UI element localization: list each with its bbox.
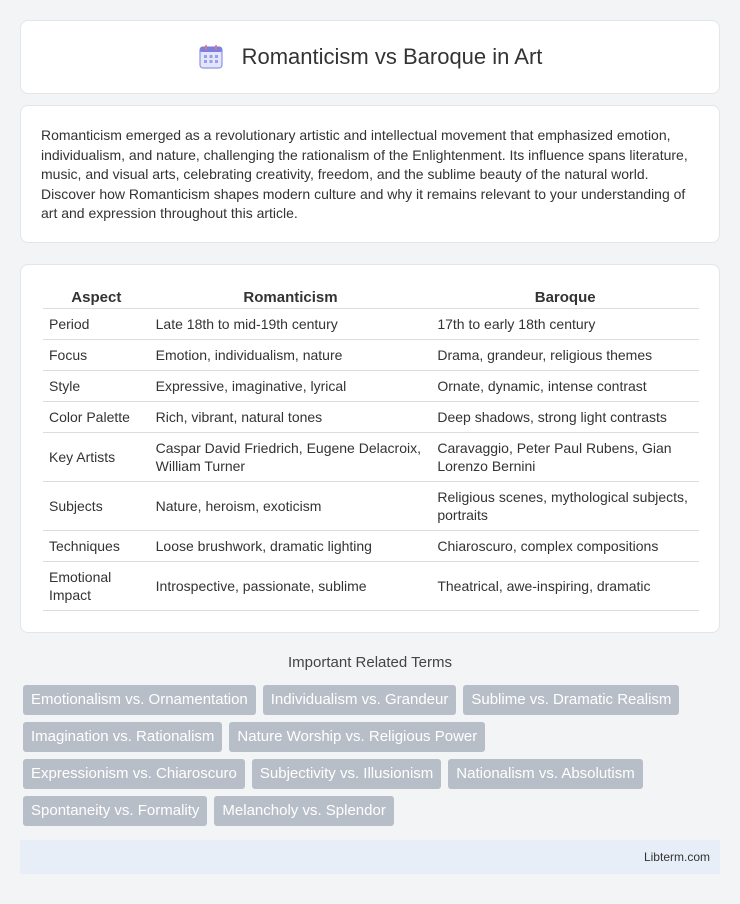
term-tag[interactable]: Nature Worship vs. Religious Power	[229, 722, 485, 752]
comparison-table-card	[20, 264, 720, 633]
aspect-cell: Emotional Impact	[43, 562, 150, 611]
aspect-cell: Key Artists	[43, 433, 150, 482]
term-tag[interactable]: Emotionalism vs. Ornamentation	[23, 685, 256, 715]
term-tag[interactable]: Spontaneity vs. Formality	[23, 796, 207, 826]
aspect-cell: Style	[43, 371, 150, 402]
baroque-cell: Religious scenes, mythological subjects, portraits	[431, 482, 699, 531]
table-row	[43, 402, 699, 433]
table-row	[43, 433, 699, 482]
term-tag[interactable]: Imagination vs. Rationalism	[23, 722, 222, 752]
intro-card	[20, 105, 720, 243]
intro-paragraph: Romanticism emerged as a revolutionary artistic and intellectual movement that emphasized emotion, individualism, and nature, challenging the rationalism of the Enlightenment. Its influence spans literature, music, and visual arts, celebrating creativity, freedom, and the sublime beauty of the natural world. Discover how Romanticism shapes modern culture and why it remains relevant to your understanding of art and expression throughout this article.	[41, 127, 688, 221]
term-tag[interactable]: Sublime vs. Dramatic Realism	[463, 685, 679, 715]
table-row	[43, 340, 699, 371]
table-row	[43, 371, 699, 402]
aspect-cell: Focus	[43, 340, 150, 371]
tag-row	[23, 685, 723, 715]
aspect-cell: Subjects	[43, 482, 150, 531]
romanticism-cell: Late 18th to mid-19th century	[150, 309, 432, 340]
romanticism-cell: Caspar David Friedrich, Eugene Delacroix, William Turner	[150, 433, 432, 482]
page-title: Romanticism vs Baroque in Art	[241, 44, 543, 69]
baroque-cell: Theatrical, awe-inspiring, dramatic	[431, 562, 699, 611]
tag-row	[23, 759, 723, 789]
romanticism-cell: Nature, heroism, exoticism	[150, 482, 432, 531]
footer-brand[interactable]: Libterm.com	[643, 850, 710, 864]
related-terms-list	[23, 685, 723, 833]
aspect-cell: Color Palette	[43, 402, 150, 433]
baroque-cell: Drama, grandeur, religious themes	[431, 340, 699, 371]
header-aspect: Aspect	[43, 285, 150, 309]
table-row	[43, 562, 699, 611]
baroque-cell: Deep shadows, strong light contrasts	[431, 402, 699, 433]
header-romanticism: Romanticism	[150, 285, 432, 309]
related-terms-title: Important Related Terms	[288, 654, 452, 671]
calendar-icon	[198, 44, 224, 70]
term-tag[interactable]: Melancholy vs. Splendor	[214, 796, 393, 826]
tag-row	[23, 722, 723, 752]
romanticism-cell: Introspective, passionate, sublime	[150, 562, 432, 611]
table-row	[43, 531, 699, 562]
table-row	[43, 482, 699, 531]
baroque-cell: 17th to early 18th century	[431, 309, 699, 340]
header-baroque: Baroque	[431, 285, 699, 309]
romanticism-cell: Loose brushwork, dramatic lighting	[150, 531, 432, 562]
tag-row	[23, 796, 723, 826]
aspect-cell: Techniques	[43, 531, 150, 562]
footer	[20, 840, 720, 874]
table-header-row	[43, 285, 699, 309]
term-tag[interactable]: Individualism vs. Grandeur	[263, 685, 457, 715]
comparison-table	[43, 285, 699, 611]
term-tag[interactable]: Subjectivity vs. Illusionism	[252, 759, 441, 789]
header-card	[20, 20, 720, 94]
baroque-cell: Chiaroscuro, complex compositions	[431, 531, 699, 562]
romanticism-cell: Rich, vibrant, natural tones	[150, 402, 432, 433]
romanticism-cell: Expressive, imaginative, lyrical	[150, 371, 432, 402]
term-tag[interactable]: Nationalism vs. Absolutism	[448, 759, 642, 789]
term-tag[interactable]: Expressionism vs. Chiaroscuro	[23, 759, 245, 789]
aspect-cell: Period	[43, 309, 150, 340]
baroque-cell: Caravaggio, Peter Paul Rubens, Gian Lorenzo Bernini	[431, 433, 699, 482]
table-row	[43, 309, 699, 340]
romanticism-cell: Emotion, individualism, nature	[150, 340, 432, 371]
baroque-cell: Ornate, dynamic, intense contrast	[431, 371, 699, 402]
